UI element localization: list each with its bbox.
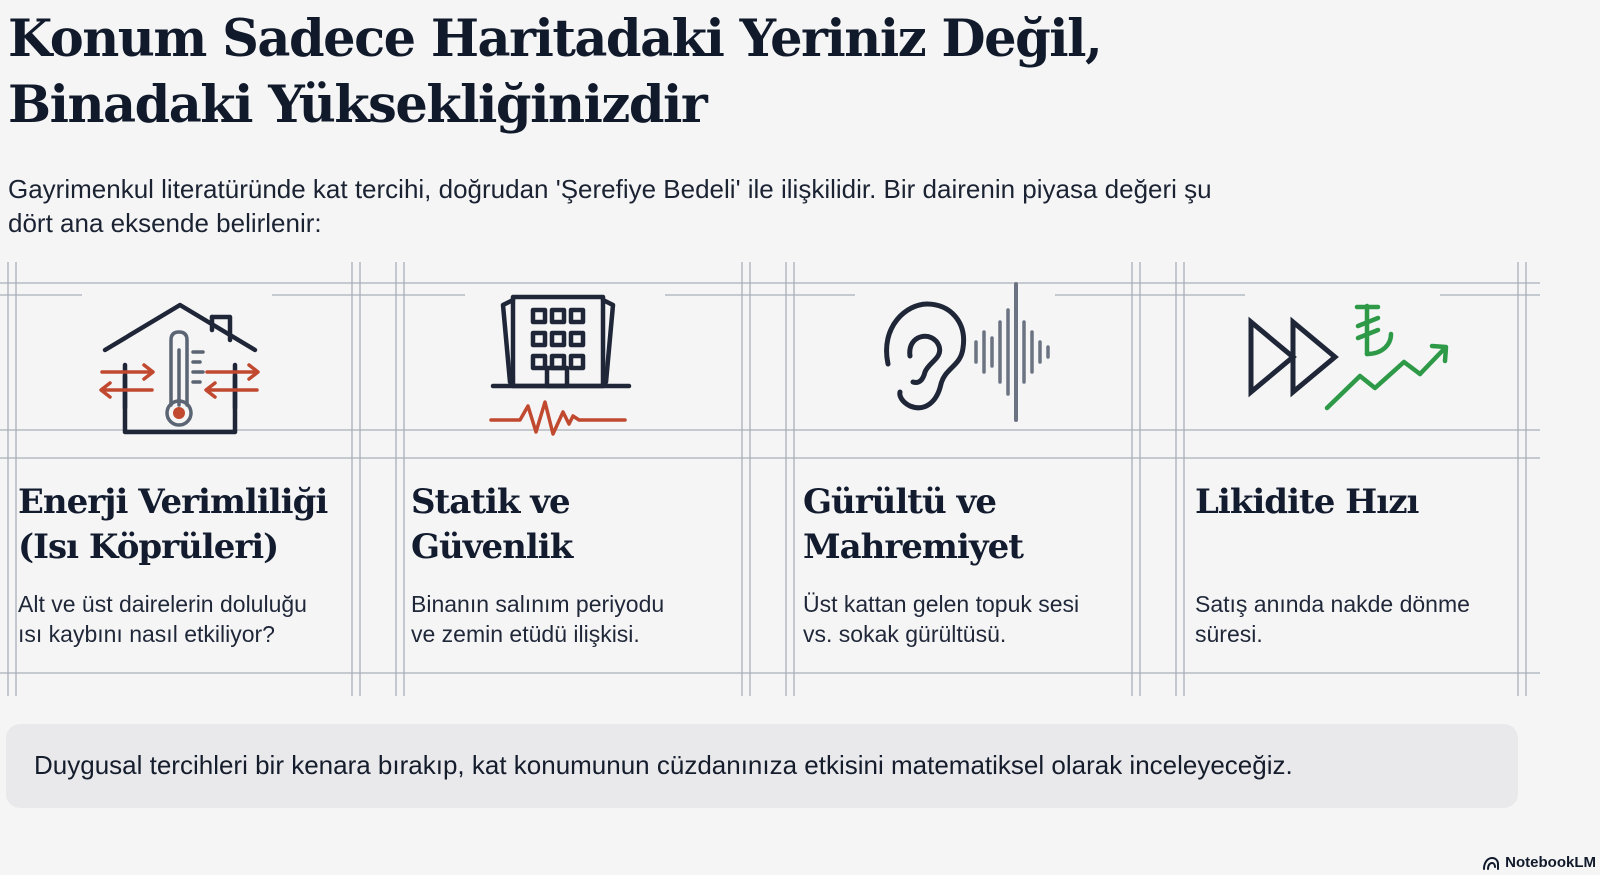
ear-soundwave-icon [785, 280, 1155, 440]
card-description-line-2: vs. sokak gürültüsü. [803, 621, 1007, 647]
card-title [411, 480, 761, 570]
card-description-line-2: süresi. [1195, 621, 1263, 647]
notebooklm-logo-icon [1482, 856, 1500, 870]
card-noise-privacy [785, 268, 1155, 688]
card-title-line-1: Likidite Hızı [1195, 482, 1419, 522]
card-description-line-2: ısı kaybını nasıl etkiliyor? [18, 621, 275, 647]
card-title-line-1: Statik ve [411, 482, 570, 522]
card-title [18, 480, 368, 570]
card-description [411, 589, 761, 649]
card-description [1195, 589, 1545, 649]
page-title-line-2: Binadaki Yüksekliğinizdir [8, 75, 707, 135]
card-description [18, 589, 368, 649]
card-liquidity-speed [1177, 268, 1547, 688]
page-title-line-1: Konum Sadece Haritadaki Yeriniz Değil, [8, 9, 1102, 69]
brand-name: NotebookLM [1505, 854, 1596, 871]
house-thermometer-icon [0, 280, 370, 440]
card-title-line-2: Güvenlik [411, 527, 573, 567]
card-energy-efficiency [0, 268, 370, 688]
card-title [1195, 480, 1545, 525]
card-title-line-2: (Isı Köprüleri) [18, 527, 279, 567]
card-title-line-1: Enerji Verimliliği [18, 482, 328, 522]
card-description [803, 589, 1153, 649]
intro-paragraph [8, 172, 1428, 240]
building-seismic-icon [393, 280, 763, 440]
card-description-line-1: Satış anında nakde dönme [1195, 591, 1470, 617]
page-title [8, 6, 1208, 138]
card-title-line-2: Mahremiyet [803, 527, 1023, 567]
intro-line-1: Gayrimenkul literatüründe kat tercihi, doğrudan 'Şerefiye Bedeli' ile ilişkilidir. Bir dairenin piyasa değeri şu [8, 174, 1212, 204]
summary-callout [6, 724, 1518, 808]
card-structural-safety [393, 268, 763, 688]
intro-line-2: dört ana eksende belirlenir: [8, 208, 322, 238]
card-title-line-1: Gürültü ve [803, 482, 996, 522]
card-description-line-1: Binanın salınım periyodu [411, 591, 665, 617]
card-description-line-1: Üst kattan gelen topuk sesi [803, 591, 1080, 617]
summary-callout-text: Duygusal tercihleri bir kenara bırakıp, kat konumunun cüzdanınıza etkisini matematiksel olarak inceleyeceğiz. [34, 750, 1293, 780]
brand-watermark [1482, 854, 1596, 871]
card-description-line-1: Alt ve üst dairelerin doluluğu [18, 591, 307, 617]
fast-forward-lira-trend-icon [1177, 280, 1547, 440]
card-title [803, 480, 1153, 570]
card-description-line-2: ve zemin etüdü ilişkisi. [411, 621, 640, 647]
